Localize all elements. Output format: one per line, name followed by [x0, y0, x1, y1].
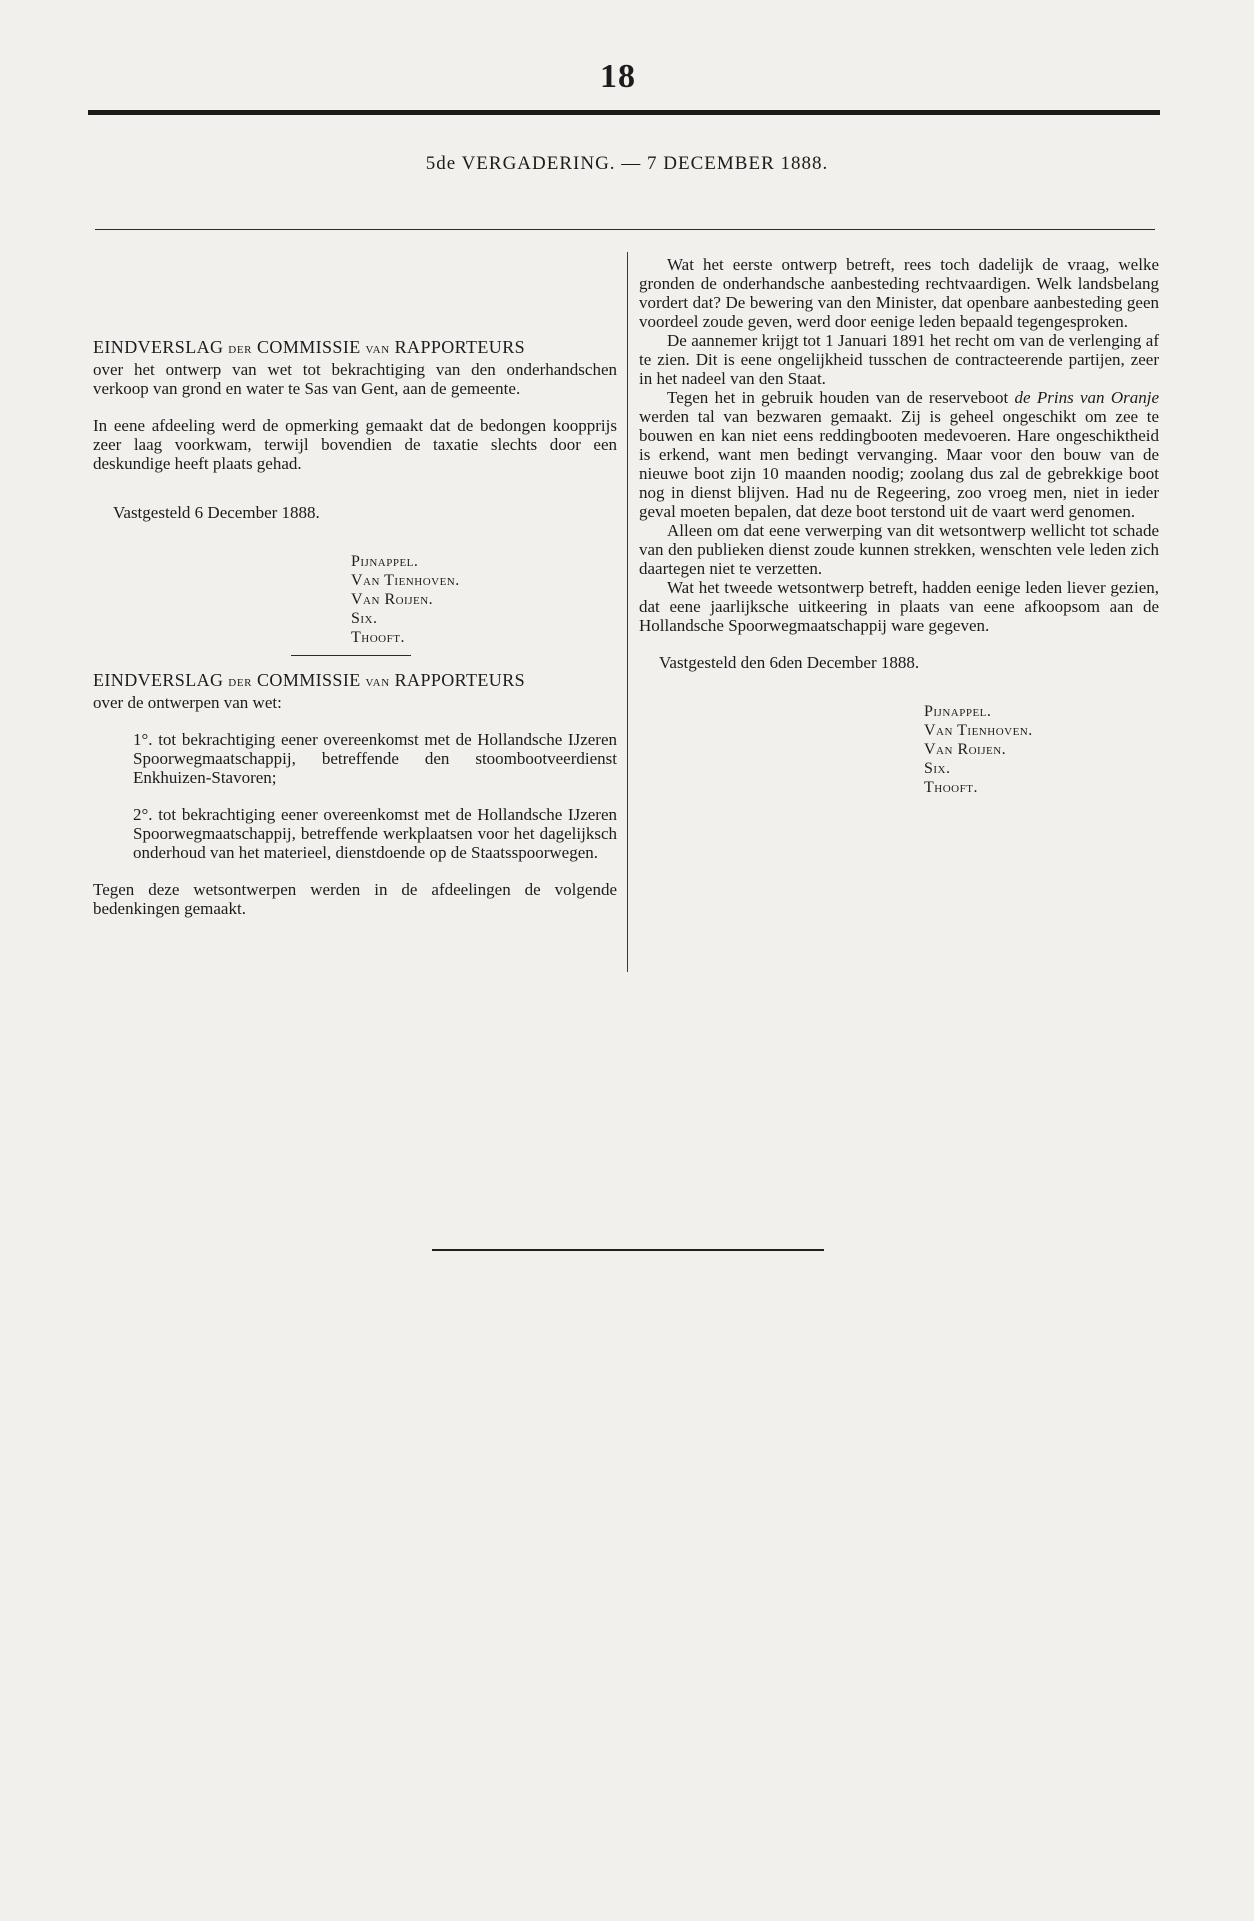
report1-dated: Vastgesteld 6 December 1888.: [113, 503, 320, 522]
report1-subtitle: over het ontwerp van wet tot bekrachtiging van den onderhandschen verkoop van grond en water te Sas van Gent, aan de gemeente.: [93, 360, 617, 398]
header-rule: [95, 229, 1155, 230]
report2-subtitle: over de ontwerpen van wet:: [93, 693, 282, 712]
right-column: [639, 255, 1159, 797]
signature: Thooft.: [351, 629, 405, 646]
report2-item-1: 1°. tot bekrachtiging eener overeenkomst met de Hollandsche IJzeren Spoorwegmaatschappij, betreffende den stoombootveerdienst Enkhuizen-Stavoren;: [133, 730, 617, 787]
right-paragraph-5: Wat het tweede wetsontwerp betreft, hadden eenige leden liever gezien, dat eene jaarlijksche uitkeering in plaats van eene afkoopsom aan de Hollandsche Spoorwegmaatschappij ware gegeven.: [639, 578, 1159, 635]
column-divider: [627, 252, 628, 972]
signature: Thooft.: [924, 779, 978, 796]
signature: Van Tienhoven.: [351, 572, 460, 589]
report2-item-2: 2°. tot bekrachtiging eener overeenkomst met de Hollandsche IJzeren Spoorwegmaatschappij, betreffende werkplaatsen voor het dagelijksch onderhoud van het materieel, dienstdoende op de Staatsspoorwegen.: [133, 805, 617, 862]
report1-title: EINDVERSLAG DER COMMISSIE VAN RAPPORTEURS: [93, 337, 526, 357]
signature: Van Tienhoven.: [924, 722, 1033, 739]
signature: Pijnappel.: [351, 553, 419, 570]
report2-title: EINDVERSLAG DER COMMISSIE VAN RAPPORTEURS: [93, 670, 526, 690]
signature: Van Roijen.: [924, 741, 1007, 758]
section-rule: [291, 655, 411, 656]
report1-signatures: [351, 552, 617, 647]
right-paragraph-4: Alleen om dat eene verwerping van dit wetsontwerp wellicht tot schade van den publieken dienst zoude kunnen strekken, wenschten vele leden zich daartegen niet te verzetten.: [639, 521, 1159, 578]
right-paragraph-3: Tegen het in gebruik houden van de reserveboot de Prins van Oranje werden tal van bezwaren gemaakt. Zij is geheel ongeschikt om zee te bouwen en kan niet eens reddingbooten medevoeren. Hare ongeschiktheid is erkend, want men bedingt vervanging. Maar voor den bouw van de nieuwe boot zijn 10 maanden noodig; zoolang dus zal de gebrekkige boot nog in dienst blijven. Had nu de Regeering, zoo vroeg men, niet in ieder geval moeten bepalen, dat deze boot terstond uit de vaart werd genomen.: [639, 388, 1159, 521]
right-signatures: [924, 702, 1159, 797]
right-paragraph-2: De aannemer krijgt tot 1 Januari 1891 het recht om van de verlenging af te zien. Dit is eene ongelijkheid tusschen de contracteerende partijen, zeer in het nadeel van den Staat.: [639, 331, 1159, 388]
bottom-rule: [432, 1249, 824, 1251]
report1-paragraph: In eene afdeeling werd de opmerking gemaakt dat de bedongen koopprijs zeer laag voorkwam, terwijl bovendien de taxatie slechts door een deskundige heeft plaats gehad.: [93, 416, 617, 473]
top-rule: [88, 110, 1160, 115]
signature: Pijnappel.: [924, 703, 992, 720]
page-number: 18: [600, 58, 636, 95]
right-dated: Vastgesteld den 6den December 1888.: [659, 653, 920, 672]
signature: Six.: [351, 610, 378, 627]
signature: Six.: [924, 760, 951, 777]
right-paragraph-1: Wat het eerste ontwerp betreft, rees toch dadelijk de vraag, welke gronden de onderhandsche aanbesteding rechtvaardigen. Welk landsbelang vordert dat? De bewering van den Minister, dat openbare aanbesteding geen voordeel zoude geven, werd door eenige leden bepaald tegengesproken.: [639, 255, 1159, 331]
signature: Van Roijen.: [351, 591, 434, 608]
meeting-header: 5de VERGADERING. — 7 DECEMBER 1888.: [425, 153, 829, 174]
left-column: [93, 337, 617, 918]
report2-closing: Tegen deze wetsontwerpen werden in de afdeelingen de volgende bedenkingen gemaakt.: [93, 880, 617, 918]
